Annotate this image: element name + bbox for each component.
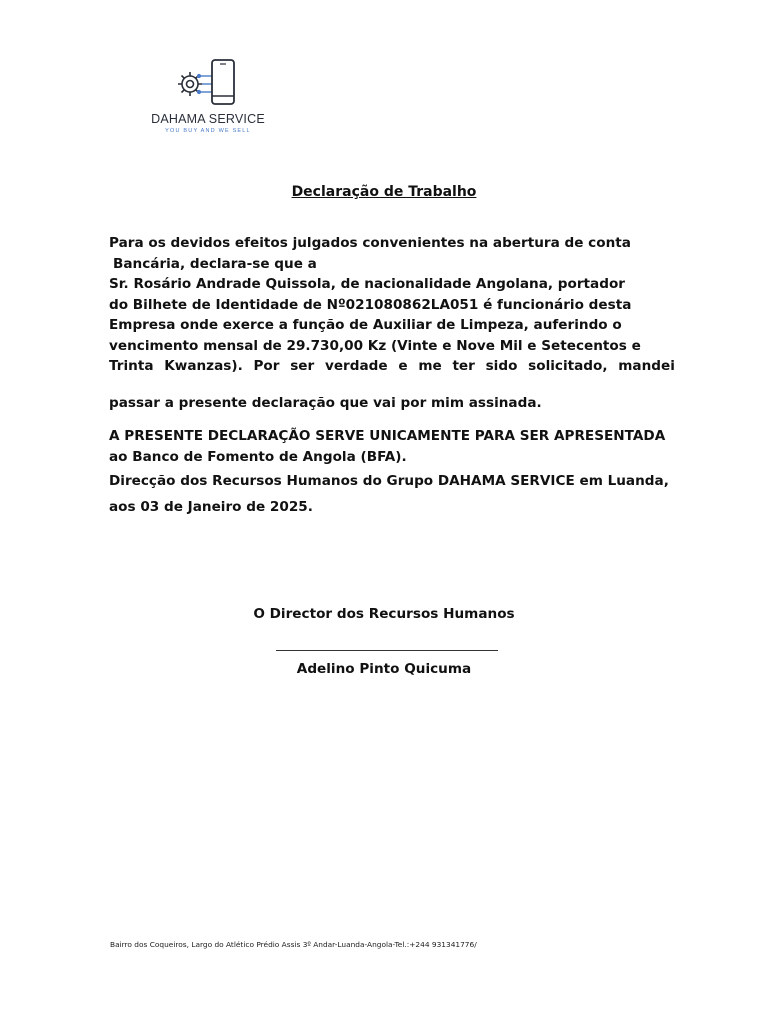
body-line: Bancária, declara-se que a [113, 255, 317, 272]
document-title: Declaração de Trabalho [291, 184, 477, 200]
body-line: passar a presente declaração que vai por mim assinada. [109, 395, 542, 411]
body-line: vencimento mensal de 29.730,00 Kz (Vinte e Nove Mil e Setecentos e [109, 337, 641, 354]
notice-block [109, 426, 675, 518]
justified-word: mandei [618, 358, 675, 374]
signature-line [276, 650, 498, 651]
notice-line: A PRESENTE DECLARAÇÃO SERVE UNICAMENTE PARA SER APRESENTADA [109, 428, 666, 444]
logo-tagline: YOU BUY AND WE SELL [165, 128, 251, 134]
body-line-justified [109, 356, 675, 377]
notice-line: Direcção dos Recursos Humanos do Grupo DAHAMA SERVICE em Luanda, [109, 473, 669, 489]
body-line: Para os devidos efeitos julgados convenientes na abertura de conta [109, 235, 631, 251]
signatory-role: O Director dos Recursos Humanos [253, 606, 515, 622]
justified-word: verdade [324, 358, 388, 374]
justified-word: Trinta [109, 358, 154, 374]
justified-word: ser [290, 358, 315, 374]
body-line: do Bilhete de Identidade de Nº021080862LA051 é funcionário desta [109, 296, 632, 313]
body-line: Sr. Rosário Andrade Quissola, de nacionalidade Angolana, portador [109, 276, 626, 292]
notice-line: ao Banco de Fomento de Angola (BFA). [109, 449, 407, 465]
declaration-closing [109, 393, 675, 414]
justified-word: e [398, 358, 408, 374]
justified-word: Por [253, 358, 280, 374]
body-line: Empresa onde exerce a função de Auxiliar de Limpeza, auferindo o [109, 317, 622, 333]
justified-word: Kwanzas). [164, 358, 243, 374]
company-logo [128, 56, 288, 136]
notice-line: aos 03 de Janeiro de 2025. [109, 499, 313, 515]
footer-address: Bairro dos Coqueiros, Largo do Atlético Prédio Assis 3º Andar-Luanda-Angola-Tel.:+244 931341776/ [110, 940, 477, 949]
declaration-body [109, 233, 675, 377]
justified-word: ter [452, 358, 475, 374]
justified-word: solicitado, [528, 358, 608, 374]
gear-phone-icon [172, 56, 242, 108]
justified-word: me [418, 358, 442, 374]
justified-word: sido [485, 358, 518, 374]
signatory-name: Adelino Pinto Quicuma [296, 661, 472, 677]
logo-name: DAHAMA SERVICE [151, 112, 265, 126]
